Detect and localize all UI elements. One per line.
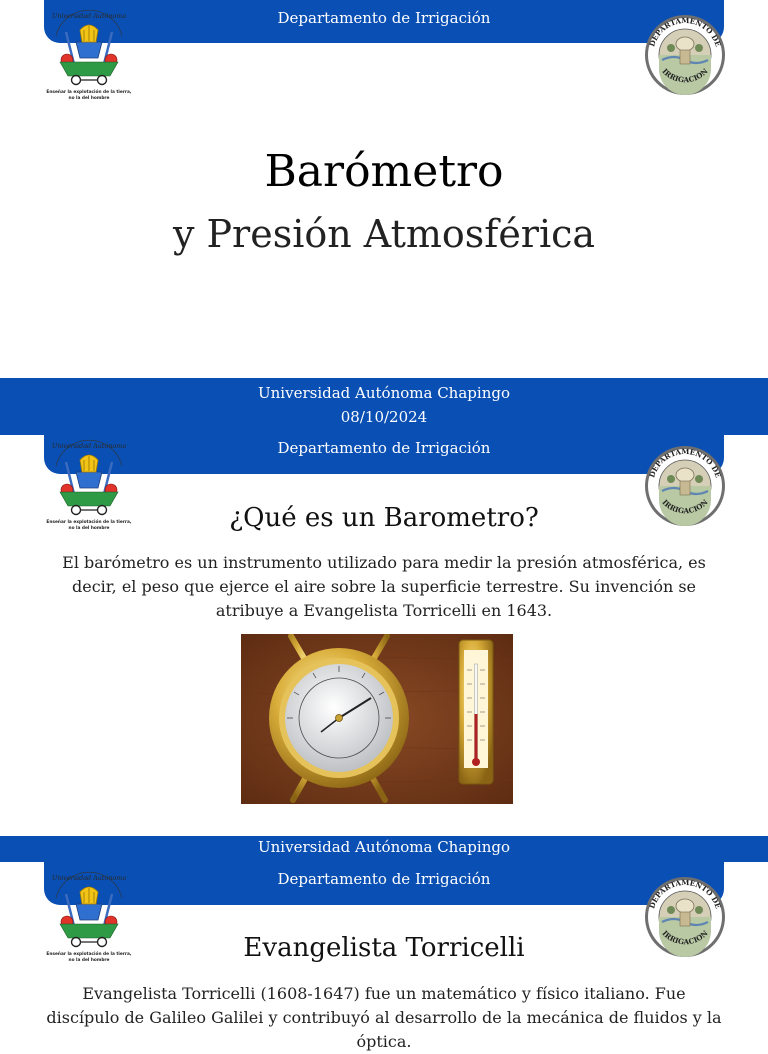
section-paragraph: El barómetro es un instrumento utilizado para medir la presión atmosférica, es decir, el peso que ejerce el aire sobre la superficie terrestre. Su invención se atribuye a Evangelista Torricelli en 1643. [62, 553, 706, 620]
footer-band [0, 836, 768, 862]
section-paragraph: Evangelista Torricelli (1608-1647) fue un matemático y físico italiano. Fue discípulo de Galileo Galilei y contribuyó al desarrollo de la mecánica de fluidos y la óptica. [46, 984, 722, 1051]
university-motto: Enseñar la explotación de la tierra, no la del hombre [46, 952, 132, 963]
department-seal [644, 14, 726, 96]
university-label: Universidad Autónoma Chapingo [258, 838, 510, 856]
section-heading: ¿Qué es un Barometro? [229, 503, 539, 533]
university-crest-icon [46, 6, 132, 92]
university-label: Universidad Autónoma Chapingo [258, 384, 510, 402]
university-motto: Enseñar la explotación de la tierra, no la del hombre [46, 520, 132, 531]
header-tab [44, 862, 724, 905]
department-label: Departamento de Irrigación [277, 439, 491, 457]
page-subtitle: y Presión Atmosférica [172, 212, 596, 256]
presentation-date: 08/10/2024 [340, 408, 428, 426]
university-motto: Enseñar la explotación de la tierra, no la del hombre [46, 90, 132, 101]
university-logo [46, 6, 132, 100]
footer-band [0, 378, 768, 435]
department-label: Departamento de Irrigación [277, 870, 491, 888]
section-heading: Evangelista Torricelli [243, 933, 525, 963]
department-label: Departamento de Irrigación [277, 9, 491, 27]
page-title: Barómetro [264, 146, 504, 197]
header-tab [44, 431, 724, 474]
barometer-photo [241, 634, 513, 804]
irrigation-seal-icon [644, 14, 726, 96]
header-tab [44, 0, 724, 43]
